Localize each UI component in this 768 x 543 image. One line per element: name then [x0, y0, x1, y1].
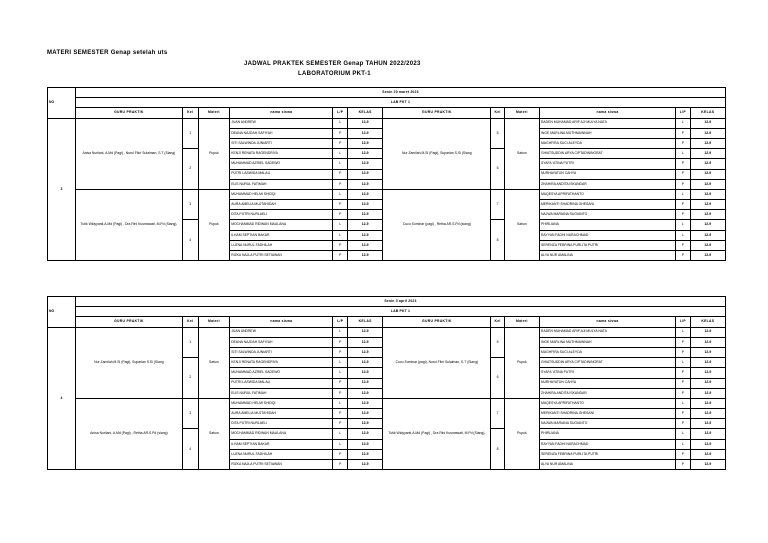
- student-name: RADEN MUHAMAD ARIF AJI MULYA NATA: [540, 327, 676, 337]
- student-class: 12-9: [690, 378, 725, 388]
- student-gender: P: [676, 251, 691, 261]
- student-gender: P: [333, 128, 348, 138]
- student-gender: L: [333, 358, 348, 368]
- student-class: 12-9: [348, 240, 383, 250]
- student-gender: P: [676, 388, 691, 398]
- student-name: DITA PUTRI NURLAELI: [230, 210, 333, 220]
- header-kelas: KELAS: [690, 108, 725, 118]
- student-gender: P: [333, 138, 348, 148]
- column-header-row: [48, 317, 726, 327]
- student-name: LUZNA NURUL FADHILAH: [230, 240, 333, 250]
- group-number: 2: [182, 358, 198, 399]
- header-materi: Materi: [504, 317, 539, 327]
- student-gender: P: [676, 460, 691, 470]
- student-name: MUHAMMAD HELMI SHIDQI: [230, 398, 333, 408]
- student-name: ALYA NUR AMALINA: [539, 251, 675, 261]
- teacher-name: Cucu Suminar (pagi), Nurul Fikri Sulaiman, S.T (Siang): [383, 327, 491, 398]
- student-name: ELIS NURUL FATIMAH: [230, 388, 333, 398]
- student-gender: P: [676, 128, 691, 138]
- student-gender: P: [676, 337, 691, 347]
- table-row: [48, 327, 726, 337]
- student-class: 12-9: [690, 189, 725, 199]
- header-materi: Materi: [504, 108, 539, 118]
- table-row: [48, 118, 726, 128]
- student-class: 12-9: [348, 337, 383, 347]
- student-name: INGE MARLINA MUTHMAINNAH: [539, 128, 675, 138]
- student-class: 12-9: [690, 388, 725, 398]
- student-class: 12-9: [348, 419, 383, 429]
- student-gender: P: [333, 240, 348, 250]
- student-gender: L: [676, 149, 691, 159]
- student-name: MUHAMMAD AZRIEL SADEWO: [230, 159, 333, 169]
- lab-row: [48, 98, 726, 108]
- student-gender: L: [676, 189, 691, 199]
- schedule-table-session-1: [47, 87, 726, 261]
- student-gender: P: [333, 347, 348, 357]
- student-name: MERIKANTI SHADRINA GHESANI: [540, 409, 676, 419]
- student-gender: P: [676, 210, 691, 220]
- student-class: 12-9: [690, 240, 725, 250]
- student-class: 12-9: [690, 439, 725, 449]
- student-name: ZHAHIRA ANDITA ISKANDAR: [539, 179, 675, 189]
- student-name: PUTRI LASWIDA MALAU: [230, 378, 333, 388]
- header-lp: L/P: [333, 317, 348, 327]
- teacher-name: Anisa Nurliani, A.Md (Pagi) , Retha AR.S.Pd (siang): [75, 398, 182, 469]
- student-name: INGE MARLINA MUTHMAINNAH: [540, 337, 676, 347]
- materi-name: Pupuk: [198, 189, 230, 260]
- session-date: Senin 20 maret 2023: [75, 88, 725, 98]
- group-number: 6: [491, 358, 504, 399]
- table-row: [48, 189, 726, 199]
- student-class: 12-9: [348, 439, 383, 449]
- student-class: 12-9: [690, 358, 725, 368]
- lab-name: LAB PKT 1: [75, 98, 725, 108]
- teacher-name: Nur Zamilah,M.Si (Pagi), Suparlan S.Si (Siang: [383, 118, 491, 189]
- student-name: MAGHFIRA SUCI ALEYDA: [540, 347, 676, 357]
- student-name: RAYYAN FADHI NURACHMAD: [539, 230, 675, 240]
- student-class: 12-9: [348, 128, 383, 138]
- teacher-name: Nur Zamilah,M.Si (Pagi), Suparlan S.Si (Siang: [75, 327, 182, 398]
- student-class: 12-9: [348, 378, 383, 388]
- student-gender: L: [676, 230, 691, 240]
- student-gender: L: [676, 118, 691, 128]
- teacher-name: Anisa Nurliani, A.Md (Pagi) , Nurul Fikri Sulaiman, S.T (Siang): [75, 118, 182, 189]
- materi-name: Sabun: [504, 189, 539, 260]
- student-gender: L: [333, 118, 348, 128]
- student-name: NURHAYATUN CAHYA: [540, 378, 676, 388]
- student-class: 12-9: [690, 200, 725, 210]
- student-gender: P: [676, 449, 691, 459]
- student-gender: L: [676, 439, 691, 449]
- student-class: 12-9: [690, 347, 725, 357]
- student-class: 12-9: [690, 128, 725, 138]
- student-gender: L: [333, 159, 348, 169]
- header-guru: GURU PRAKTIK: [383, 108, 491, 118]
- header-kelas: KELAS: [348, 108, 383, 118]
- student-name: NAJWA MARIANA SUGIANTO: [540, 419, 676, 429]
- student-gender: L: [333, 429, 348, 439]
- student-name: GHIATSUDDIN ARYA CIPTADININGRAT: [540, 358, 676, 368]
- student-name: SYAFA 'ATINA PUTRI: [539, 159, 675, 169]
- session-number: 4: [48, 327, 76, 470]
- student-class: 12-9: [348, 388, 383, 398]
- student-class: 12-9: [348, 159, 383, 169]
- student-name: MUHAMMAD AZRIEL SADEWO: [230, 368, 333, 378]
- student-class: 12-9: [690, 409, 725, 419]
- header-kelas: KELAS: [348, 317, 383, 327]
- header-nama: nama siswa: [540, 317, 676, 327]
- materi-name: Sabun: [198, 398, 230, 469]
- student-name: LUZNA NURUL FADHILAH: [230, 449, 333, 459]
- student-gender: L: [333, 439, 348, 449]
- student-gender: P: [333, 388, 348, 398]
- group-number: 7: [491, 398, 504, 429]
- header-kel: Kel: [182, 317, 198, 327]
- student-class: 12-9: [348, 409, 383, 419]
- header-guru: GURU PRAKTIK: [75, 108, 182, 118]
- student-name: JUAN ANDREW: [230, 118, 333, 128]
- student-name: GHIATSUDDIN ARYA CIPTADININGRAT: [539, 149, 675, 159]
- student-name: MUHAMMAD HELMI SHIDQI: [230, 189, 333, 199]
- student-name: DITA PUTRI NURLAELI: [230, 419, 333, 429]
- student-gender: P: [676, 409, 691, 419]
- student-name: MOCHAMMAD RIDWAN MAULANA: [230, 429, 333, 439]
- student-name: RAYYAN FADHI NURACHMAD: [540, 439, 676, 449]
- student-class: 12-9: [348, 118, 383, 128]
- group-number: 5: [491, 327, 504, 358]
- student-gender: L: [333, 220, 348, 230]
- student-class: 12-9: [348, 210, 383, 220]
- document-subtitle: LABORATORIUM PKT-1: [298, 71, 371, 77]
- student-name: SERENZA FEBRINA PURLITA PUTRI: [540, 449, 676, 459]
- header-nama: nama siswa: [230, 317, 333, 327]
- group-number: 1: [182, 327, 198, 358]
- student-gender: P: [676, 200, 691, 210]
- student-gender: P: [333, 409, 348, 419]
- header-lp: L/P: [676, 108, 691, 118]
- header-guru: GURU PRAKTIK: [75, 317, 182, 327]
- student-gender: P: [676, 419, 691, 429]
- student-gender: P: [676, 378, 691, 388]
- student-class: 12-9: [348, 368, 383, 378]
- materi-name: Sabun: [504, 118, 539, 189]
- student-class: 12-9: [348, 169, 383, 179]
- student-class: 12-9: [348, 200, 383, 210]
- student-gender: P: [333, 210, 348, 220]
- student-name: MAGHFIRA SUCI ALEYDA: [539, 138, 675, 148]
- materi-name: Sabun: [198, 327, 230, 398]
- student-name: NAJWA MARIANA SUGIANTO: [539, 210, 675, 220]
- student-name: MOCHAMMAD RIDWAN MAULANA: [230, 220, 333, 230]
- student-gender: P: [333, 179, 348, 189]
- student-name: JUAN ANDREW: [230, 327, 333, 337]
- student-class: 12-9: [348, 230, 383, 240]
- header-nama: nama siswa: [230, 108, 333, 118]
- session-date: Senin 3 april 2023: [75, 297, 725, 307]
- top-note: MATERI SEMESTER Genap setelah uts: [47, 50, 168, 56]
- student-class: 12-9: [690, 179, 725, 189]
- student-class: 12-9: [348, 449, 383, 459]
- student-class: 12-9: [690, 429, 725, 439]
- teacher-name: Tutik Widyyanti,A.Md (Pagi) , Dra Rini Kusmawati, M.Pd (Siang),: [383, 398, 491, 469]
- student-gender: L: [676, 358, 691, 368]
- materi-name: Pupuk: [504, 398, 539, 469]
- student-name: KENJI RENATA RAGENDRIYA: [230, 358, 333, 368]
- student-gender: L: [333, 398, 348, 408]
- group-number: 6: [491, 149, 504, 190]
- group-number: 7: [491, 189, 504, 220]
- header-guru: GURU PRAKTIK: [383, 317, 491, 327]
- student-class: 12-9: [348, 398, 383, 408]
- teacher-name: Tutik Widyyanti,A.Md (Pagi) , Dra Rini Kusmawati, M.Pd (Siang),: [75, 189, 182, 260]
- student-name: PHIRLIANA: [539, 220, 675, 230]
- student-class: 12-9: [690, 327, 725, 337]
- student-name: PHIRLIANA: [540, 429, 676, 439]
- materi-name: Pupuk: [198, 118, 230, 189]
- student-name: PUTRI LASWIDA MALAU: [230, 169, 333, 179]
- header-materi: Materi: [198, 108, 230, 118]
- session-number: 3: [48, 118, 76, 261]
- group-number: 5: [491, 118, 504, 149]
- teacher-name: Cucu Suminar (pagi) , Retha AR.S.Pd (siang): [383, 189, 491, 260]
- student-gender: P: [676, 368, 691, 378]
- student-gender: P: [333, 169, 348, 179]
- student-gender: P: [676, 169, 691, 179]
- student-gender: P: [333, 419, 348, 429]
- student-name: SITI SALWINDA JUNIARTI: [230, 138, 333, 148]
- student-gender: P: [676, 138, 691, 148]
- student-gender: P: [676, 347, 691, 357]
- header-nama: nama siswa: [539, 108, 675, 118]
- group-number: 1: [182, 118, 198, 149]
- header-lp: L/P: [333, 108, 348, 118]
- student-gender: P: [333, 449, 348, 459]
- schedule-table-session-2: [47, 296, 726, 470]
- student-name: KENJI RENATA RAGENDRIYA: [230, 149, 333, 159]
- student-gender: P: [676, 159, 691, 169]
- no-header: NO: [48, 88, 76, 119]
- student-name: DEANA NAJDAH SAFIYAH: [230, 128, 333, 138]
- student-name: ILHAM SEPTIAN BAKAR: [230, 439, 333, 449]
- student-name: RIZKA NAJLA PUTRI SETIAWAN: [230, 251, 333, 261]
- student-gender: L: [676, 429, 691, 439]
- student-class: 12-9: [348, 189, 383, 199]
- student-class: 12-9: [348, 460, 383, 470]
- student-name: ILHAM SEPTIAN BAKAR: [230, 230, 333, 240]
- group-number: 3: [182, 398, 198, 429]
- student-class: 12-9: [348, 327, 383, 337]
- student-class: 12-9: [690, 419, 725, 429]
- student-class: 12-9: [690, 368, 725, 378]
- student-name: AURA AMELIA MUJTAHIDAH: [230, 409, 333, 419]
- student-name: ELIS NURUL FATIMAH: [230, 179, 333, 189]
- student-class: 12-9: [690, 159, 725, 169]
- student-class: 12-9: [690, 138, 725, 148]
- header-lp: L/P: [676, 317, 691, 327]
- student-class: 12-9: [348, 251, 383, 261]
- column-header-row: [48, 108, 726, 118]
- student-name: SITI SALWINDA JUNIARTI: [230, 347, 333, 357]
- student-class: 12-9: [348, 358, 383, 368]
- student-name: AURA AMELIA MUJTAHIDAH: [230, 200, 333, 210]
- student-name: RADEN MUHAMAD ARIF AJI MULYA NATA: [539, 118, 675, 128]
- student-class: 12-9: [348, 138, 383, 148]
- student-name: ZHAHIRA ANDITA ISKANDAR: [540, 388, 676, 398]
- student-gender: P: [676, 240, 691, 250]
- student-gender: L: [676, 327, 691, 337]
- student-class: 12-9: [690, 449, 725, 459]
- student-name: ALYA NUR AMALINA: [540, 460, 676, 470]
- student-class: 12-9: [348, 179, 383, 189]
- student-gender: P: [676, 179, 691, 189]
- student-name: MAQESYA APRIFATHANTO: [539, 189, 675, 199]
- student-gender: L: [333, 189, 348, 199]
- student-class: 12-9: [690, 210, 725, 220]
- lab-row: [48, 307, 726, 317]
- header-kelas: KELAS: [690, 317, 725, 327]
- student-class: 12-9: [690, 220, 725, 230]
- student-gender: L: [333, 230, 348, 240]
- student-class: 12-9: [348, 220, 383, 230]
- group-number: 4: [182, 429, 198, 470]
- group-number: 8: [491, 429, 504, 470]
- student-gender: L: [676, 398, 691, 408]
- student-gender: P: [333, 200, 348, 210]
- student-gender: P: [333, 460, 348, 470]
- student-name: SYAFA 'ATINA PUTRI: [540, 368, 676, 378]
- student-name: RIZKA NAJLA PUTRI SETIAWAN: [230, 460, 333, 470]
- student-class: 12-9: [690, 337, 725, 347]
- student-name: NURHAYATUN CAHYA: [539, 169, 675, 179]
- header-kel: Kel: [182, 108, 198, 118]
- no-header: NO: [48, 297, 76, 328]
- student-gender: P: [333, 378, 348, 388]
- table-row: [48, 398, 726, 408]
- student-class: 12-9: [690, 460, 725, 470]
- group-number: 2: [182, 149, 198, 190]
- student-gender: L: [333, 149, 348, 159]
- student-name: SERENZA FEBRINA PURLITA PUTRI: [539, 240, 675, 250]
- student-class: 12-9: [690, 118, 725, 128]
- student-class: 12-9: [690, 230, 725, 240]
- student-gender: L: [333, 327, 348, 337]
- group-number: 4: [182, 220, 198, 261]
- header-materi: Materi: [198, 317, 230, 327]
- student-gender: P: [333, 337, 348, 347]
- student-gender: L: [333, 368, 348, 378]
- header-kel: Kel: [491, 108, 504, 118]
- student-class: 12-9: [690, 398, 725, 408]
- materi-name: Pupuk: [504, 327, 539, 398]
- student-gender: P: [333, 251, 348, 261]
- student-class: 12-9: [690, 169, 725, 179]
- document-title: JADWAL PRAKTEK SEMESTER Genap TAHUN 2022/2023: [244, 61, 421, 67]
- student-name: MAQESYA APRIFATHANTO: [540, 398, 676, 408]
- student-name: MERIKANTI SHADRINA GHESANI: [539, 200, 675, 210]
- student-class: 12-9: [690, 251, 725, 261]
- session-date-row: [48, 297, 726, 307]
- student-class: 12-9: [348, 347, 383, 357]
- header-kel: Kel: [491, 317, 504, 327]
- student-class: 12-9: [690, 149, 725, 159]
- student-class: 12-9: [348, 429, 383, 439]
- lab-name: LAB PKT 1: [75, 307, 725, 317]
- student-name: DEANA NAJDAH SAFIYAH: [230, 337, 333, 347]
- student-gender: L: [676, 220, 691, 230]
- group-number: 8: [491, 220, 504, 261]
- group-number: 3: [182, 189, 198, 220]
- session-date-row: [48, 88, 726, 98]
- student-class: 12-9: [348, 149, 383, 159]
